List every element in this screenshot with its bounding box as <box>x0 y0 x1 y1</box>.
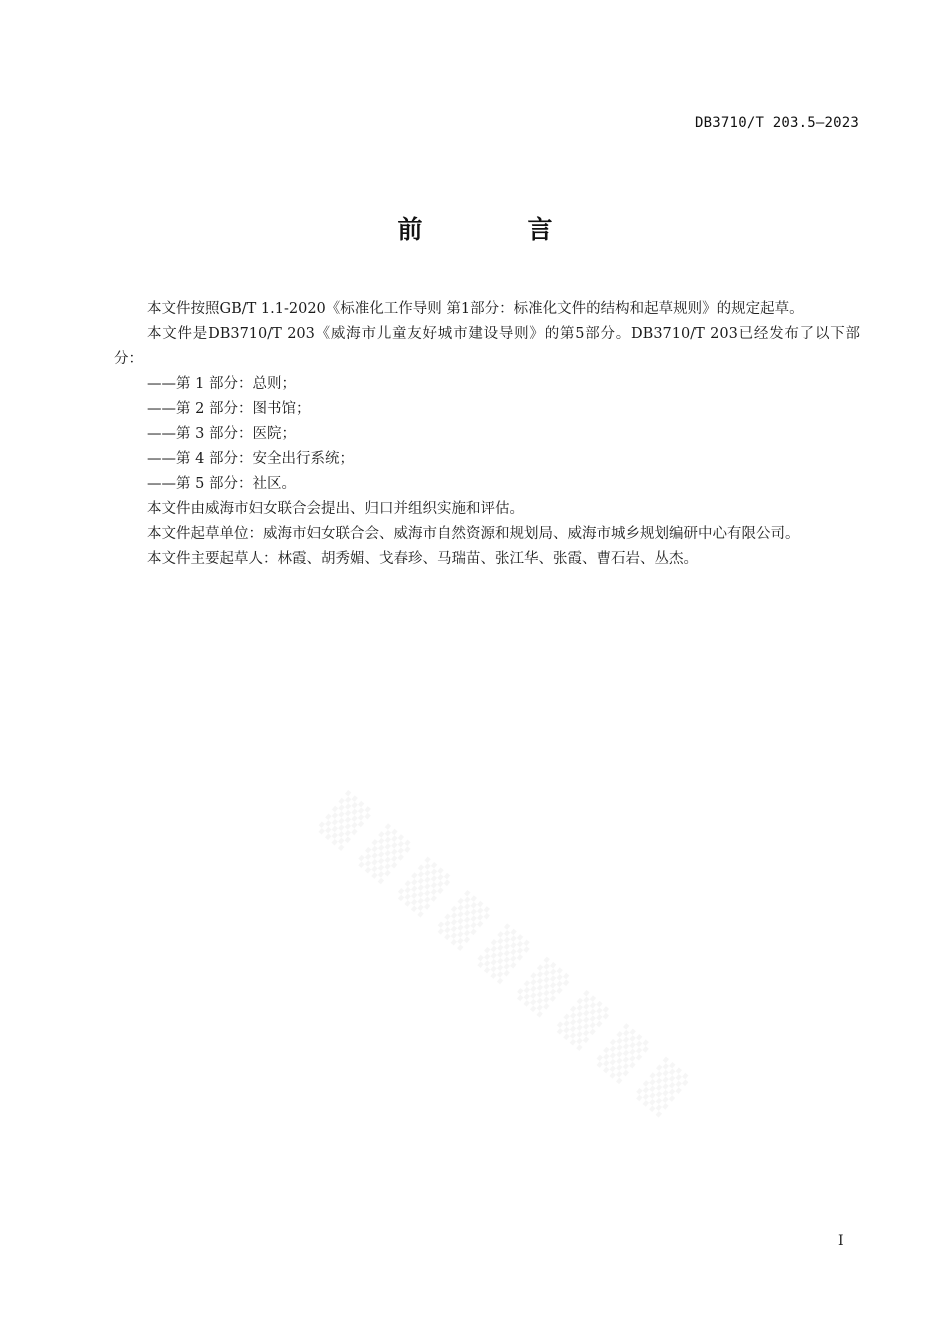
parts-list <box>114 372 860 497</box>
preface-body <box>114 297 860 572</box>
list-item: ——第 1 部分：总则； <box>147 376 296 392</box>
page-number: I <box>838 1233 844 1249</box>
list-item: ——第 4 部分：安全出行系统； <box>147 451 354 467</box>
list-item: ——第 2 部分：图书馆； <box>147 401 311 417</box>
paragraph-drafters: 本文件主要起草人：林霞、胡秀媚、戈春珍、马瑞苗、张江华、张霞、曹石岩、丛杰。 <box>147 551 698 567</box>
watermark <box>315 791 705 1130</box>
page-title: 前 言 <box>397 215 593 244</box>
paragraph-proposer: 本文件由威海市妇女联合会提出、归口并组织实施和评估。 <box>147 501 524 517</box>
list-item: ——第 3 部分：医院； <box>147 426 296 442</box>
list-item: ——第 5 部分：社区。 <box>147 476 296 492</box>
paragraph-part-description: 本文件是DB3710/T 203《威海市儿童友好城市建设导则》的第5部分。DB3710/T 203已经发布了以下部分： <box>114 326 860 367</box>
paragraph-drafting-units: 本文件起草单位：威海市妇女联合会、威海市自然资源和规划局、威海市城乡规划编研中心有限公司。 <box>147 526 800 542</box>
paragraph-standard-basis: 本文件按照GB/T 1.1-2020《标准化工作导则 第1部分：标准化文件的结构和起草规则》的规定起草。 <box>147 301 804 317</box>
document-code: DB3710/T 203.5—2023 <box>695 115 859 131</box>
